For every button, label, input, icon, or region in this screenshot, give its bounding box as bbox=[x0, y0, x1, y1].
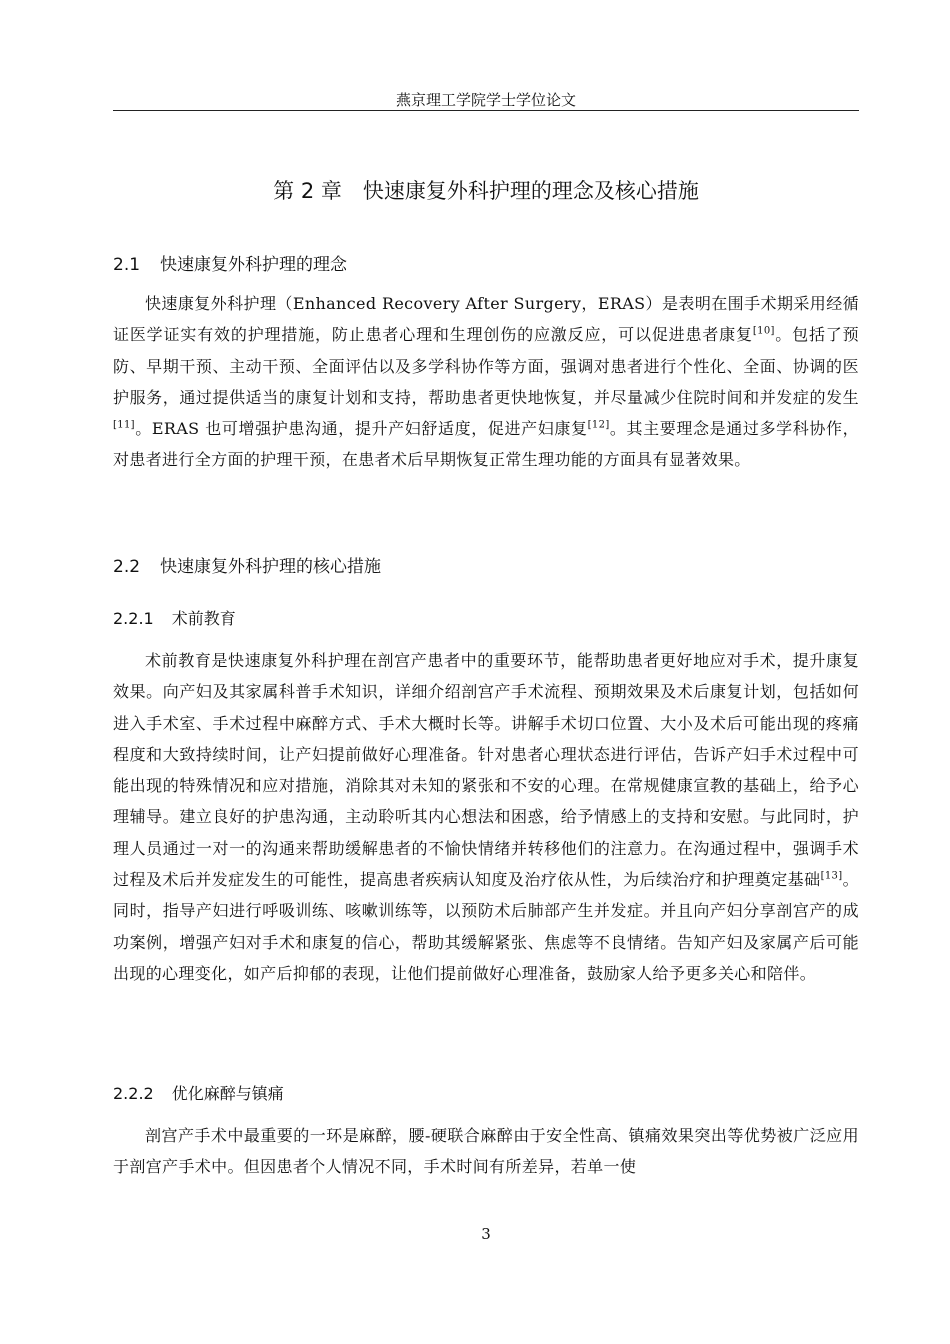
paragraph-2-2-2 bbox=[113, 1120, 859, 1183]
subsection-heading-2-2-2 bbox=[113, 1082, 284, 1106]
section-heading-2-1 bbox=[113, 253, 347, 277]
paragraph-text: 。包括了预防、早期干预、主动干预、全面评估以及多学科协作等方面，强调对患者进行个性化、全面、协调的医护服务，通过提供适当的康复计划和支持，帮助患者更快地恢复，并尽量减少住院时间和并发症的发生 bbox=[113, 325, 859, 407]
paragraph-text: 术前教育是快速康复外科护理在剖宫产患者中的重要环节，能帮助患者更好地应对手术，提升康复效果。向产妇及其家属科普手术知识，详细介绍剖宫产手术流程、预期效果及术后康复计划，包括如何进入手术室、手术过程中麻醉方式、手术大概时长等。讲解手术切口位置、大小及术后可能出现的疼痛程度和大致持续时间，让产妇提前做好心理准备。针对患者心理状态进行评估，告诉产妇手术过程中可能出现的特殊情况和应对措施，消除其对未知的紧张和不安的心理。在常规健康宣教的基础上，给予心理辅导。建立良好的护患沟通，主动聆听其内心想法和困惑，给予情感上的支持和安慰。与此同时，护理人员通过一对一的沟通来帮助缓解患者的不愉快情绪并转移他们的注意力。在沟通过程中，强调手术过程及术后并发症发生的可能性，提高患者疾病认知度及治疗依从性，为后续治疗和护理奠定基础 bbox=[113, 651, 859, 890]
subsection-title: 优化麻醉与镇痛 bbox=[171, 1084, 284, 1103]
citation: [13] bbox=[820, 870, 843, 882]
running-header: 燕京理工学院学士学位论文 bbox=[395, 91, 576, 109]
paragraph-text: 。同时，指导产妇进行呼吸训练、咳嗽训练等，以预防术后肺部产生并发症。并且向产妇分享剖宫产的成功案例，增强产妇对手术和康复的信心，帮助其缓解紧张、焦虑等不良情绪。告知产妇及家属产后可能出现的心理变化，如产后抑郁的表现，让他们提前做好心理准备，鼓励家人给予更多关心和陪伴。 bbox=[113, 870, 859, 983]
header-rule bbox=[113, 110, 859, 111]
subsection-heading-2-2-1 bbox=[113, 607, 236, 631]
section-heading-2-2 bbox=[113, 555, 381, 579]
paragraph-2-1 bbox=[113, 288, 859, 476]
section-title: 快速康复外科护理的核心措施 bbox=[160, 557, 382, 577]
subsection-number: 2.2.1 bbox=[113, 609, 154, 628]
paragraph-text: 剖宫产手术中最重要的一环是麻醉，腰-硬联合麻醉由于安全性高、镇痛效果突出等优势被广泛应用于剖宫产手术中。但因患者个人情况不同，手术时间有所差异，若单一使 bbox=[113, 1126, 859, 1177]
section-title: 快速康复外科护理的理念 bbox=[160, 255, 348, 275]
section-number: 2.2 bbox=[113, 557, 141, 577]
paragraph-text: 。ERAS 也可增强护患沟通，提升产妇舒适度，促进产妇康复 bbox=[134, 419, 588, 439]
citation: [12] bbox=[587, 419, 610, 431]
subsection-number: 2.2.2 bbox=[113, 1084, 154, 1103]
chapter-title: 第 2 章 快速康复外科护理的理念及核心措施 bbox=[273, 179, 699, 203]
paragraph-2-2-1 bbox=[113, 645, 859, 989]
citation: [11] bbox=[113, 419, 135, 431]
subsection-title: 术前教育 bbox=[171, 609, 236, 628]
section-number: 2.1 bbox=[113, 255, 141, 275]
paragraph-text: 快速康复外科护理（Enhanced Recovery After Surgery，ERAS）是表明在围手术期采用经循证医学证实有效的护理措施，防止患者心理和生理创伤的应激反应，可以促进患者康复 bbox=[113, 294, 859, 345]
paragraph-text: 。其主要理念是通过多学科协作，对患者进行全方面的护理干预，在患者术后早期恢复正常生理功能的方面具有显著效果。 bbox=[113, 419, 859, 470]
page-number: 3 bbox=[481, 1225, 491, 1243]
citation: [10] bbox=[752, 325, 775, 337]
